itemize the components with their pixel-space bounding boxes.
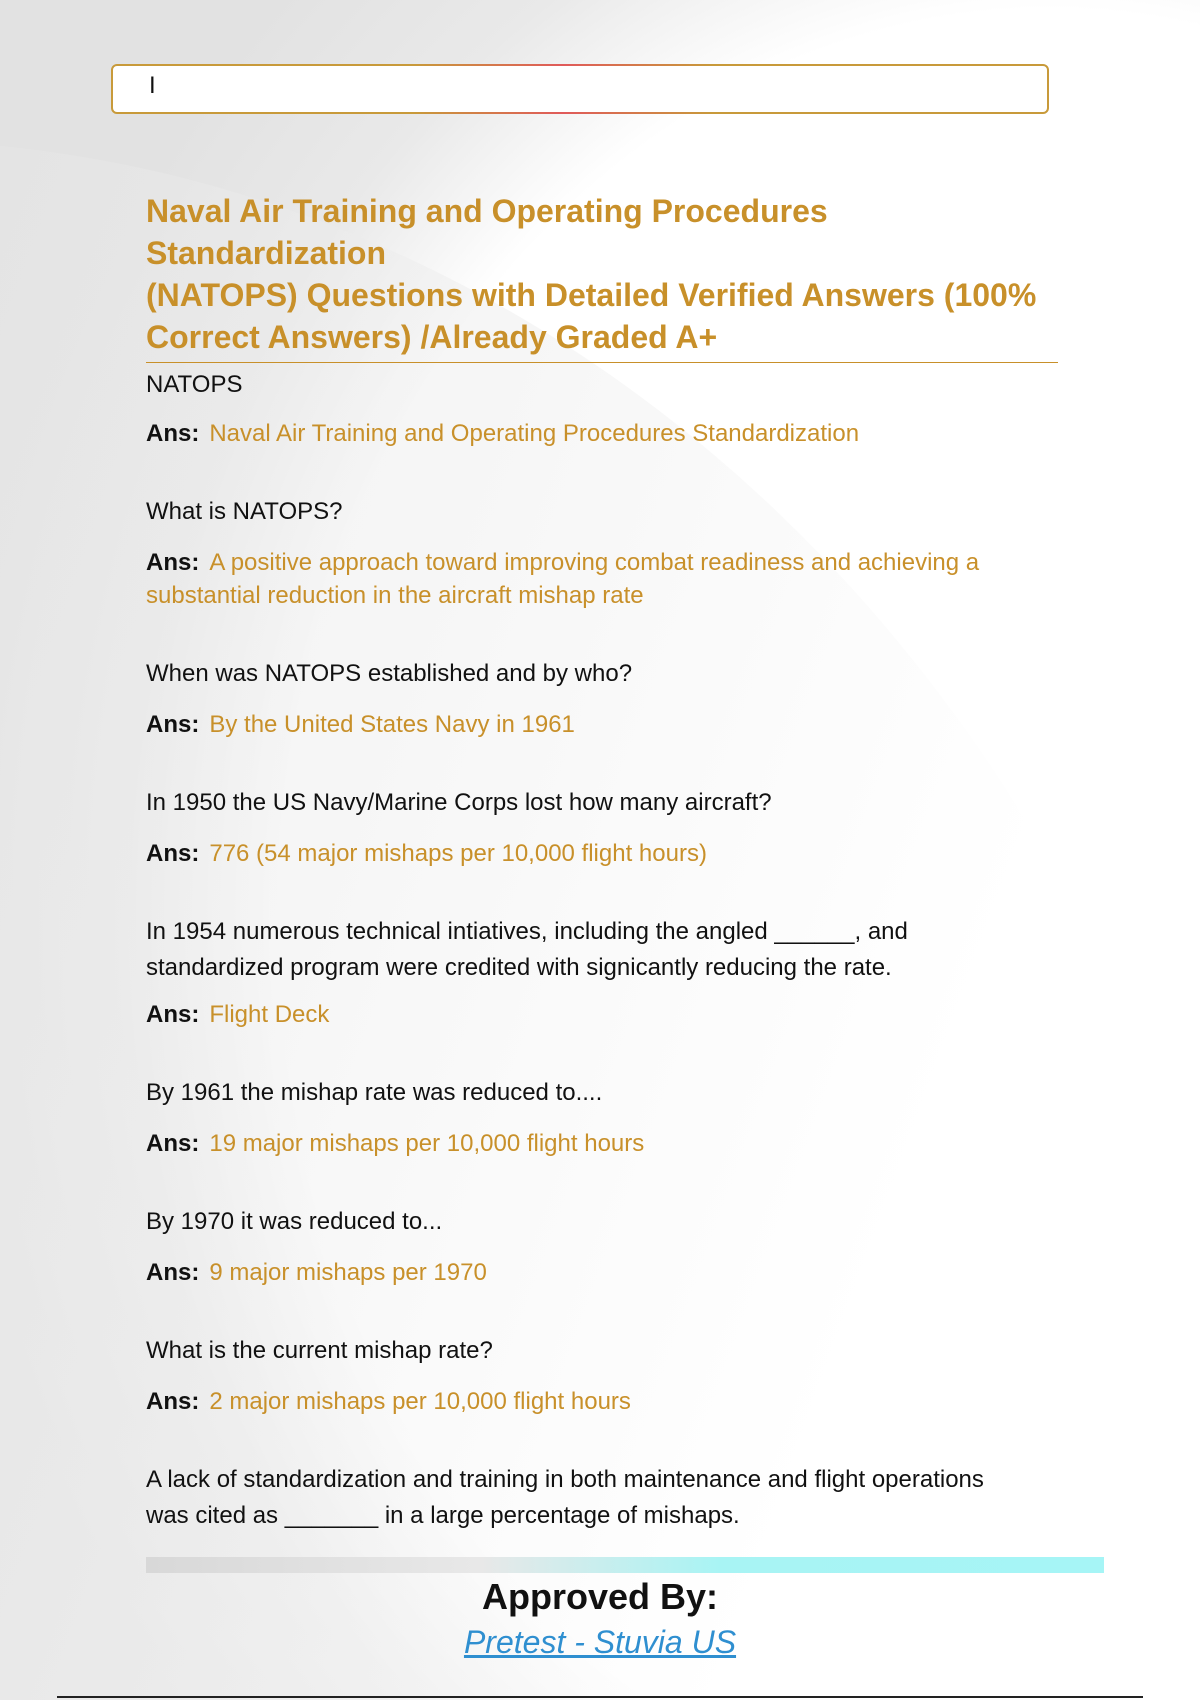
answer-text: A positive approach toward improving combat readiness and achieving a: [209, 549, 980, 576]
question-text: [146, 914, 1061, 986]
answer-label: Ans:: [146, 549, 200, 576]
title-line: (NATOPS) Questions with Detailed Verified Answers (100%: [146, 277, 1037, 313]
question-text: [146, 1075, 1061, 1111]
answer-text: 9 major mishaps per 1970: [209, 1259, 487, 1286]
question-line: NATOPS: [146, 371, 243, 398]
answer-label: Ans:: [146, 1388, 200, 1415]
answer: [146, 837, 1061, 870]
qa-item: [146, 1075, 1061, 1160]
approved-by-link[interactable]: Pretest - Stuvia US: [463, 1624, 737, 1660]
question-line: was cited as _______ in a large percentage of mishaps.: [146, 1502, 740, 1529]
document-content: [146, 190, 1061, 1534]
question-line: In 1954 numerous technical intiatives, including the angled ______, and: [146, 918, 908, 945]
answer-text: substantial reduction in the aircraft mishap rate: [146, 582, 644, 609]
question-text: [146, 367, 1061, 403]
answer: [146, 1385, 1061, 1418]
question-text: [146, 1462, 1061, 1534]
answer-label: Ans:: [146, 420, 200, 447]
qa-item: [146, 785, 1061, 870]
answer-text: 776 (54 major mishaps per 10,000 flight hours): [209, 840, 707, 867]
qa-item: [146, 656, 1061, 741]
question-text: [146, 1333, 1061, 1369]
qa-item: [146, 914, 1061, 1031]
approved-by-heading: Approved By:: [481, 1576, 719, 1617]
question-line: By 1961 the mishap rate was reduced to....: [146, 1079, 603, 1106]
header-box: [111, 64, 1049, 114]
question-line: When was NATOPS established and by who?: [146, 660, 633, 687]
answer-label: Ans:: [146, 711, 200, 738]
qa-item: [146, 1204, 1061, 1289]
document-title: [146, 190, 1058, 363]
question-line: What is NATOPS?: [146, 498, 343, 525]
answer-label: Ans:: [146, 1130, 200, 1157]
answer-label: Ans:: [146, 1259, 200, 1286]
answer: [146, 1127, 1061, 1160]
bottom-rule: [57, 1696, 1143, 1698]
question-text: [146, 494, 1061, 530]
answer-label: Ans:: [146, 840, 200, 867]
question-line: In 1950 the US Navy/Marine Corps lost how many aircraft?: [146, 789, 772, 816]
title-line: Naval Air Training and Operating Procedures Standardization: [146, 193, 828, 271]
footer-bar: [146, 1557, 1104, 1573]
question-text: [146, 656, 1061, 692]
answer: [146, 708, 1061, 741]
question-text: [146, 785, 1061, 821]
question-line: A lack of standardization and training in both maintenance and flight operations: [146, 1466, 984, 1493]
qa-item: [146, 1333, 1061, 1418]
header-box-accent: [413, 112, 713, 114]
answer-text: 2 major mishaps per 10,000 flight hours: [209, 1388, 631, 1415]
answer: [146, 417, 1061, 450]
answer: [146, 998, 1061, 1031]
qa-item: [146, 1462, 1061, 1534]
header-text: I: [149, 72, 156, 99]
question-text: [146, 1204, 1061, 1240]
qa-item: [146, 367, 1061, 450]
answer: [146, 546, 1061, 612]
qa-item: [146, 494, 1061, 612]
question-line: By 1970 it was reduced to...: [146, 1208, 443, 1235]
answer: [146, 1256, 1061, 1289]
question-line: What is the current mishap rate?: [146, 1337, 493, 1364]
answer-text: By the United States Navy in 1961: [209, 711, 575, 738]
question-line: standardized program were credited with signicantly reducing the rate.: [146, 954, 892, 981]
answer-text: 19 major mishaps per 10,000 flight hours: [209, 1130, 645, 1157]
answer-text: Flight Deck: [209, 1001, 330, 1028]
title-line: Correct Answers) /Already Graded A+: [146, 319, 718, 355]
answer-text: Naval Air Training and Operating Procedures Standardization: [209, 420, 860, 447]
answer-label: Ans:: [146, 1001, 200, 1028]
